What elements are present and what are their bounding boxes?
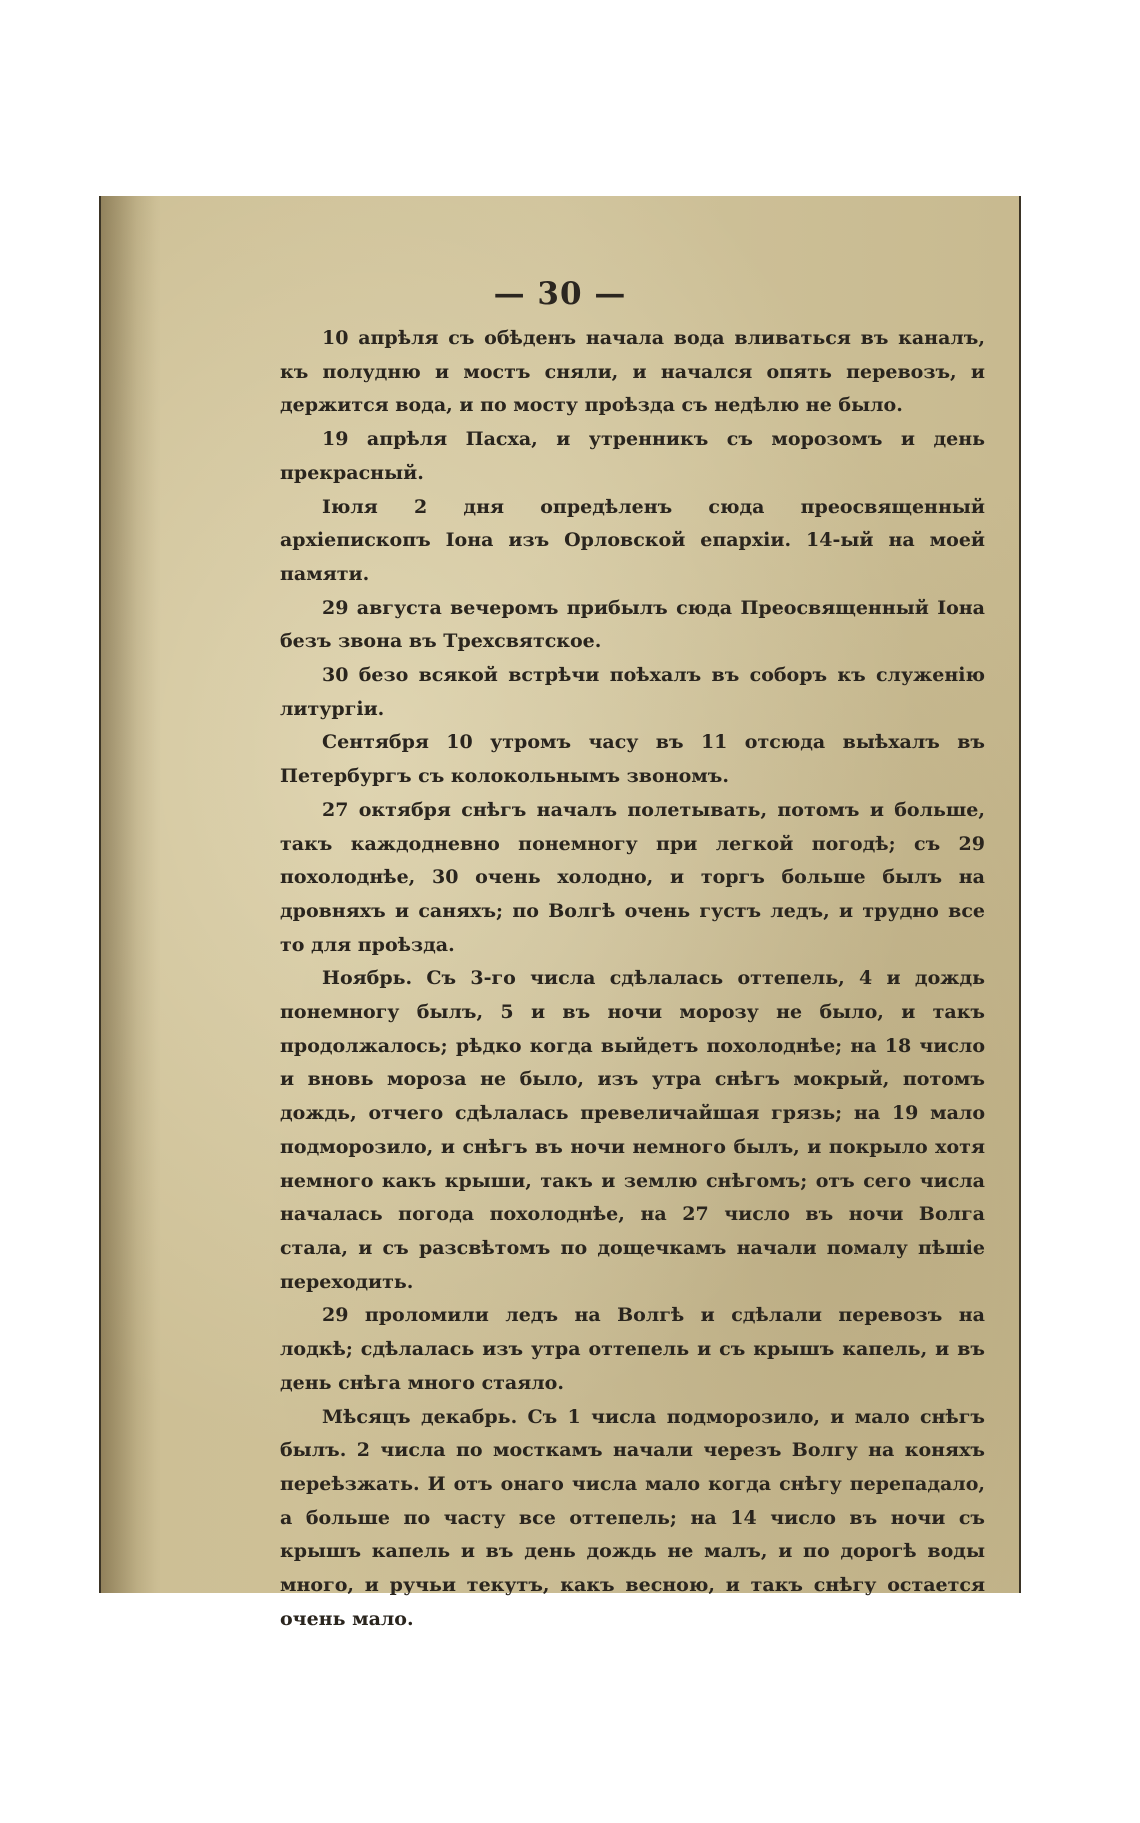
body-text: [280, 322, 985, 1636]
paragraph-december: Мѣсяцъ декабрь. Съ 1 числа подморозило, и мало снѣгъ былъ. 2 числа по мосткамъ начали черезъ Волгу на коняхъ переѣзжать. И отъ онаго числа мало когда снѣгу перепадало, а больше по часту все оттепель; на 14 число въ ночи съ крышъ капель и въ день дождь не малъ, и по дорогѣ воды много, и ручьи текутъ, какъ весною, и такъ снѣгу остается очень мало.: [280, 1405, 985, 1630]
scanned-page: [99, 196, 1021, 1630]
page-number: — 30 —: [493, 276, 627, 312]
paragraph-november: Ноябрь. Съ 3-го числа сдѣлалась оттепель, 4 и дождь понемногу былъ, 5 и въ ночи морозу не было, и такъ продолжалось; рѣдко когда выйдетъ похолоднѣе; на 18 число и вновь мороза не было, изъ утра снѣгъ мокрый, потомъ дождь, отчего сдѣлалась превеличайшая грязь; на 19 мало подморозило, и снѣгъ въ ночи немного былъ, и покрыло хотя немного какъ крыши, такъ и землю снѣгомъ; отъ сего числа началась погода похолоднѣе, на 27 число въ ночи Волга стала, и съ разсвѣтомъ по дощечкамъ начали помалу пѣшiе переходить.: [280, 967, 985, 1293]
paragraph-september-10: Сентября 10 утромъ часу въ 11 отсюда выѣхалъ въ Петербургъ съ колокольнымъ звономъ.: [280, 731, 985, 788]
paragraph-october-27: 27 октября снѣгъ началъ полетывать, потомъ и больше, такъ каждодневно понемногу при легкой погодѣ; съ 29 похолоднѣе, 30 очень холодно, и торгъ больше былъ на дровняхъ и саняхъ; по Волгѣ очень густъ ледъ, и трудно все то для проѣзда.: [280, 798, 985, 956]
paragraph-april-10: 10 апрѣля съ обѣденъ начала вода вливаться въ каналъ, къ полудню и мостъ сняли, и начался опять перевозъ, и держится вода, и по мосту проѣзда съ недѣлю не было.: [280, 327, 985, 417]
paragraph-august-29: 29 августа вечеромъ прибылъ сюда Преосвященный Iона безъ звона въ Трехсвятское.: [280, 596, 985, 653]
paragraph-july-2: Iюля 2 дня опредѣленъ сюда преосвященный архiепископъ Iона изъ Орловской епархiи. 14-ый на моей памяти.: [280, 495, 985, 585]
paragraph-november-29: 29 проломили ледъ на Волгѣ и сдѣлали перевозъ на лодкѣ; сдѣлалась изъ утра оттепель и съ крышъ капель, и въ день снѣга много стаяло.: [280, 1304, 985, 1394]
paragraph-april-19: 19 апрѣля Пасха, и утренникъ съ морозомъ и день прекрасный.: [280, 428, 985, 484]
spine-shadow: [101, 196, 161, 1593]
paragraph-august-30: 30 безо всякой встрѣчи поѣхалъ въ соборъ къ служенiю литургiи.: [280, 664, 985, 720]
